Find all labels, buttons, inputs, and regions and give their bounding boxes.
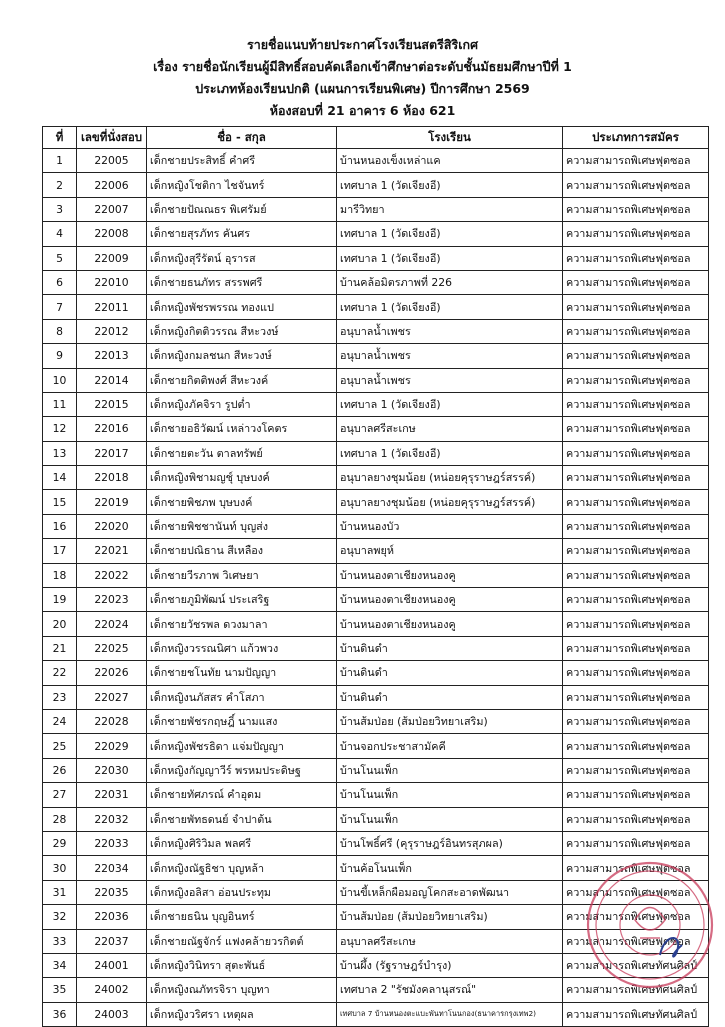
application-type: ความสามารถพิเศษฟุตซอล (563, 270, 709, 294)
application-type: ความสามารถพิเศษฟุตซอล (563, 441, 709, 465)
table-row (43, 417, 709, 441)
row-number: 6 (43, 270, 77, 294)
row-number: 18 (43, 563, 77, 587)
school-name: อนุบาลน้ำเพชร (337, 368, 563, 392)
table-row (43, 880, 709, 904)
row-number: 28 (43, 807, 77, 831)
student-name: เด็กหญิงณัฐธิชา บุญหล้า (147, 856, 337, 880)
table-row (43, 1002, 709, 1026)
row-number: 12 (43, 417, 77, 441)
table-row (43, 612, 709, 636)
student-name: เด็กหญิงภัคจิรา รูปต่ำ (147, 392, 337, 416)
student-name: เด็กหญิงกมลชนก สีหะวงษ์ (147, 344, 337, 368)
student-name: เด็กชายสุรภัทร คันศร (147, 222, 337, 246)
student-name: เด็กชายปัณณธร พิเศรัมย์ (147, 197, 337, 221)
table-row (43, 222, 709, 246)
table-row (43, 905, 709, 929)
table-row (43, 441, 709, 465)
school-name: บ้านหนองตาเชียงหนองคู (337, 588, 563, 612)
application-type: ความสามารถพิเศษฟุตซอล (563, 661, 709, 685)
seat-number: 22012 (77, 319, 147, 343)
table-row (43, 490, 709, 514)
table-row (43, 149, 709, 173)
application-type: ความสามารถพิเศษฟุตซอล (563, 758, 709, 782)
seat-number: 22029 (77, 734, 147, 758)
application-type: ความสามารถพิเศษฟุตซอล (563, 709, 709, 733)
application-type: ความสามารถพิเศษฟุตซอล (563, 807, 709, 831)
application-type: ความสามารถพิเศษฟุตซอล (563, 490, 709, 514)
table-row (43, 758, 709, 782)
student-name: เด็กชายอธิวัฒน์ เหล่าวงโคตร (147, 417, 337, 441)
table-row (43, 368, 709, 392)
seat-number: 22016 (77, 417, 147, 441)
student-name: เด็กหญิงนภัสสร คำโสภา (147, 685, 337, 709)
header-line-3: ประเภทห้องเรียนปกติ (แผนการเรียนพิเศษ) ปีการศึกษา 2569 (195, 81, 530, 96)
application-type: ความสามารถพิเศษฟุตซอล (563, 149, 709, 173)
table-row (43, 197, 709, 221)
seat-number: 22026 (77, 661, 147, 685)
seat-number: 22019 (77, 490, 147, 514)
application-type: ความสามารถพิเศษฟุตซอล (563, 417, 709, 441)
row-number: 5 (43, 246, 77, 270)
seat-number: 22036 (77, 905, 147, 929)
school-name: บ้านหนองบัว (337, 514, 563, 538)
application-type: ความสามารถพิเศษฟุตซอล (563, 636, 709, 660)
table-row (43, 392, 709, 416)
student-name: เด็กชายชโนทัย นามปัญญา (147, 661, 337, 685)
student-name: เด็กหญิงณภัทรจิรา บุญทา (147, 978, 337, 1002)
student-name: เด็กชายพัชรกฤษฎิ์ นามแสง (147, 709, 337, 733)
table-header-row (43, 127, 709, 149)
application-type: ความสามารถพิเศษฟุตซอล (563, 783, 709, 807)
table-row (43, 563, 709, 587)
school-name: อนุบาลน้ำเพชร (337, 319, 563, 343)
school-name: บ้านโพธิ์ศรี (คุรุราษฎร์อินทรสุภผล) (337, 831, 563, 855)
row-number: 32 (43, 905, 77, 929)
column-header-no: ที่ (43, 127, 77, 149)
student-name: เด็กหญิงกิตติวรรณ สีหะวงษ์ (147, 319, 337, 343)
school-name: เทศบาล 1 (วัดเจียงอี) (337, 246, 563, 270)
column-header-name: ชื่อ - สกุล (147, 127, 337, 149)
school-name: อนุบาลยางชุมน้อย (หน่อยคุรุราษฎร์สรรค์) (337, 466, 563, 490)
student-name: เด็กชายธนิน บุญอินทร์ (147, 905, 337, 929)
school-name: บ้านส้มป่อย (ส้มป่อยวิทยาเสริม) (337, 709, 563, 733)
table-row (43, 978, 709, 1002)
row-number: 14 (43, 466, 77, 490)
table-row (43, 783, 709, 807)
seat-number: 22014 (77, 368, 147, 392)
row-number: 10 (43, 368, 77, 392)
row-number: 27 (43, 783, 77, 807)
application-type: ความสามารถพิเศษฟุตซอล (563, 222, 709, 246)
student-name: เด็กหญิงวินิทรา สุตะพันธ์ (147, 953, 337, 977)
student-name: เด็กหญิงกัญญาวีร์ พรหมประดิษฐ (147, 758, 337, 782)
row-number: 17 (43, 539, 77, 563)
row-number: 36 (43, 1002, 77, 1026)
row-number: 23 (43, 685, 77, 709)
row-number: 19 (43, 588, 77, 612)
student-name: เด็กชายธนภัทร สรรพศรี (147, 270, 337, 294)
school-name: บ้านดินดำ (337, 685, 563, 709)
seat-number: 22015 (77, 392, 147, 416)
student-name: เด็กหญิงสุรีรัตน์ อุรารส (147, 246, 337, 270)
application-type: ความสามารถพิเศษฟุตซอล (563, 563, 709, 587)
school-name: บ้านจอกประชาสามัคคี (337, 734, 563, 758)
school-name: บ้านหนองเข็งเหล่าแค (337, 149, 563, 173)
row-number: 16 (43, 514, 77, 538)
student-name: เด็กหญิงศิริวิมล พลศรี (147, 831, 337, 855)
school-name: เทศบาล 1 (วัดเจียงอี) (337, 392, 563, 416)
row-number: 13 (43, 441, 77, 465)
application-type: ความสามารถพิเศษฟุตซอล (563, 246, 709, 270)
school-name: เทศบาล 1 (วัดเจียงอี) (337, 173, 563, 197)
row-number: 29 (43, 831, 77, 855)
table-row (43, 636, 709, 660)
column-header-seat: เลขที่นั่งสอบ (77, 127, 147, 149)
school-name: เทศบาล 1 (วัดเจียงอี) (337, 222, 563, 246)
row-number: 25 (43, 734, 77, 758)
school-name: บ้านโนนเพ็ก (337, 807, 563, 831)
student-name: เด็กชายประสิทธิ์ คำศรี (147, 149, 337, 173)
table-row (43, 344, 709, 368)
table-row (43, 539, 709, 563)
seat-number: 22005 (77, 149, 147, 173)
application-type: ความสามารถพิเศษฟุตซอล (563, 466, 709, 490)
school-name: เทศบาล 1 (วัดเจียงอี) (337, 295, 563, 319)
row-number: 4 (43, 222, 77, 246)
application-type: ความสามารถพิเศษฟุตซอล (563, 344, 709, 368)
school-name: บ้านส้มป่อย (ส้มป่อยวิทยาเสริม) (337, 905, 563, 929)
seat-number: 22007 (77, 197, 147, 221)
table-row (43, 466, 709, 490)
application-type: ความสามารถพิเศษฟุตซอล (563, 856, 709, 880)
seat-number: 22035 (77, 880, 147, 904)
application-type: ความสามารถพิเศษฟุตซอล (563, 880, 709, 904)
table-body (43, 149, 709, 1027)
student-name: เด็กหญิงโชติกา ไชจันทร์ (147, 173, 337, 197)
seat-number: 22017 (77, 441, 147, 465)
application-type: ความสามารถพิเศษฟุตซอล (563, 612, 709, 636)
student-name: เด็กหญิงวรรณนิศา แก้วพวง (147, 636, 337, 660)
table-row (43, 661, 709, 685)
student-name: เด็กหญิงวริศรา เหตุผล (147, 1002, 337, 1026)
header-line-4: ห้องสอบที่ 21 อาคาร 6 ห้อง 621 (269, 103, 456, 118)
student-name: เด็กชายพัทธดนย์ จำปาต้น (147, 807, 337, 831)
student-name: เด็กชายพิชชานันท์ บุญส่ง (147, 514, 337, 538)
seat-number: 22033 (77, 831, 147, 855)
seat-number: 22013 (77, 344, 147, 368)
school-name: อนุบาลยางชุมน้อย (หน่อยคุรุราษฎร์สรรค์) (337, 490, 563, 514)
seat-number: 22027 (77, 685, 147, 709)
row-number: 21 (43, 636, 77, 660)
seat-number: 22022 (77, 563, 147, 587)
table-row (43, 807, 709, 831)
application-type: ความสามารถพิเศษฟุตซอล (563, 588, 709, 612)
column-header-school: โรงเรียน (337, 127, 563, 149)
application-type: ความสามารถพิเศษฟุตซอล (563, 392, 709, 416)
application-type: ความสามารถพิเศษฟุตซอล (563, 929, 709, 953)
student-name: เด็กชายทัศภรณ์ คำอุดม (147, 783, 337, 807)
application-type: ความสามารถพิเศษฟุตซอล (563, 295, 709, 319)
row-number: 1 (43, 149, 77, 173)
student-name: เด็กหญิงพัชรพรรณ ทองแป (147, 295, 337, 319)
school-name: บ้านคล้อมิตรภาพที่ 226 (337, 270, 563, 294)
table-row (43, 685, 709, 709)
table-row (43, 270, 709, 294)
seat-number: 24001 (77, 953, 147, 977)
seat-number: 22030 (77, 758, 147, 782)
seat-number: 22008 (77, 222, 147, 246)
seat-number: 24003 (77, 1002, 147, 1026)
application-type: ความสามารถพิเศษฟุตซอล (563, 905, 709, 929)
row-number: 35 (43, 978, 77, 1002)
student-name: เด็กหญิงพิชามญชุ์ บุษบงค์ (147, 466, 337, 490)
school-name: อนุบาลศรีสะเกษ (337, 929, 563, 953)
table-row (43, 319, 709, 343)
table-row (43, 831, 709, 855)
school-name: เทศบาล 2 "รัชมังคลานุสรณ์" (337, 978, 563, 1002)
table-row (43, 514, 709, 538)
application-type: ความสามารถพิเศษทัศนศิลป์ (563, 1002, 709, 1026)
seat-number: 22028 (77, 709, 147, 733)
seat-number: 22023 (77, 588, 147, 612)
table-row (43, 709, 709, 733)
seat-number: 22018 (77, 466, 147, 490)
row-number: 26 (43, 758, 77, 782)
school-name: บ้านขี้เหล็กผือมอญโคกสะอาดพัฒนา (337, 880, 563, 904)
seat-number: 22020 (77, 514, 147, 538)
student-name: เด็กชายกิตติพงศ์ สีหะวงค์ (147, 368, 337, 392)
school-name: เทศบาล 1 (วัดเจียงอี) (337, 441, 563, 465)
school-name: มารีวิทยา (337, 197, 563, 221)
school-name: บ้านดินดำ (337, 661, 563, 685)
school-name: บ้านโนนเพ็ก (337, 783, 563, 807)
student-name: เด็กชายวีรภาพ วิเศษยา (147, 563, 337, 587)
table-row (43, 929, 709, 953)
header-line-2: เรื่อง รายชื่อนักเรียนผู้มีสิทธิ์สอบคัดเลือกเข้าศึกษาต่อระดับชั้นมัธยมศึกษาปีที่ 1 (153, 59, 572, 74)
school-name: บ้านผึ้ง (รัฐราษฎร์บำรุง) (337, 953, 563, 977)
table-row (43, 856, 709, 880)
student-name: เด็กชายตะวัน ตาลทรัพย์ (147, 441, 337, 465)
application-type: ความสามารถพิเศษฟุตซอล (563, 514, 709, 538)
application-type: ความสามารถพิเศษฟุตซอล (563, 197, 709, 221)
row-number: 15 (43, 490, 77, 514)
seat-number: 22032 (77, 807, 147, 831)
row-number: 20 (43, 612, 77, 636)
application-type: ความสามารถพิเศษทัศนศิลป์ (563, 953, 709, 977)
seat-number: 22024 (77, 612, 147, 636)
seat-number: 22009 (77, 246, 147, 270)
school-name: บ้านหนองตาเชียงหนองคู (337, 612, 563, 636)
row-number: 34 (43, 953, 77, 977)
student-name: เด็กหญิงอลิสา อ่อนประทุม (147, 880, 337, 904)
column-header-type: ประเภทการสมัคร (563, 127, 709, 149)
seat-number: 22011 (77, 295, 147, 319)
school-name: บ้านหนองตาเชียงหนองคู (337, 563, 563, 587)
table-row (43, 246, 709, 270)
school-name: บ้านค้อโนนเพ็ก (337, 856, 563, 880)
application-type: ความสามารถพิเศษฟุตซอล (563, 734, 709, 758)
document-header (0, 34, 725, 122)
school-name: บ้านดินดำ (337, 636, 563, 660)
row-number: 33 (43, 929, 77, 953)
school-name: บ้านโนนเพ็ก (337, 758, 563, 782)
header-line-1: รายชื่อแนบท้ายประกาศโรงเรียนสตรีสิริเกศ (246, 37, 479, 52)
student-name: เด็กชายพิชภพ บุษบงค์ (147, 490, 337, 514)
student-name: เด็กชายภูมิพัฒน์ ประเสริฐ (147, 588, 337, 612)
row-number: 22 (43, 661, 77, 685)
student-name: เด็กชายณัฐจักร์ แฟงคล้ายวรกิตต์ (147, 929, 337, 953)
student-name: เด็กชายวัชรพล ดวงมาลา (147, 612, 337, 636)
row-number: 8 (43, 319, 77, 343)
student-name: เด็กชายปณิธาน สีเหลือง (147, 539, 337, 563)
row-number: 24 (43, 709, 77, 733)
row-number: 9 (43, 344, 77, 368)
row-number: 2 (43, 173, 77, 197)
seat-number: 22006 (77, 173, 147, 197)
row-number: 3 (43, 197, 77, 221)
application-type: ความสามารถพิเศษฟุตซอล (563, 319, 709, 343)
seat-number: 24002 (77, 978, 147, 1002)
seat-number: 22037 (77, 929, 147, 953)
row-number: 7 (43, 295, 77, 319)
student-name: เด็กหญิงพัชรธิดา แจ่มปัญญา (147, 734, 337, 758)
table-row (43, 295, 709, 319)
row-number: 30 (43, 856, 77, 880)
school-name: เทศบาล 7 บ้านหนองตะแบะพันทาโนนกอง(ธนาคารกรุงเทพ2) (337, 1002, 563, 1026)
application-type: ความสามารถพิเศษทัศนศิลป์ (563, 978, 709, 1002)
seat-number: 22021 (77, 539, 147, 563)
seat-number: 22034 (77, 856, 147, 880)
table-row (43, 173, 709, 197)
school-name: อนุบาลน้ำเพชร (337, 344, 563, 368)
seat-number: 22010 (77, 270, 147, 294)
application-type: ความสามารถพิเศษฟุตซอล (563, 173, 709, 197)
application-type: ความสามารถพิเศษฟุตซอล (563, 368, 709, 392)
seat-number: 22025 (77, 636, 147, 660)
school-name: อนุบาลศรีสะเกษ (337, 417, 563, 441)
student-roster-table (42, 126, 709, 1027)
table-row (43, 588, 709, 612)
school-name: อนุบาลพยุห์ (337, 539, 563, 563)
table-row (43, 953, 709, 977)
row-number: 11 (43, 392, 77, 416)
application-type: ความสามารถพิเศษฟุตซอล (563, 831, 709, 855)
table-row (43, 734, 709, 758)
seat-number: 22031 (77, 783, 147, 807)
application-type: ความสามารถพิเศษฟุตซอล (563, 685, 709, 709)
application-type: ความสามารถพิเศษฟุตซอล (563, 539, 709, 563)
row-number: 31 (43, 880, 77, 904)
